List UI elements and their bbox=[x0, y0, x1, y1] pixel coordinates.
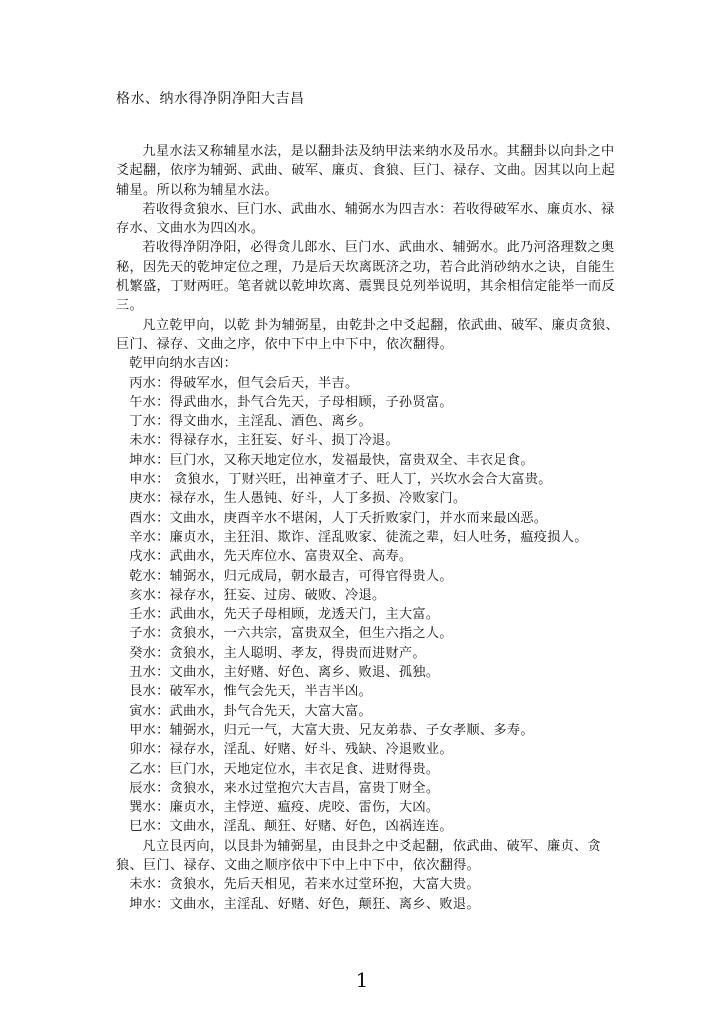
paragraph-qian-jia: 凡立乾甲向，以乾 卦为辅弼星，由乾卦之中爻起翻，依武曲、破军、廉贞贪狼、巨门、禄存、文曲之序，依中下中上中下中，依次翻得。 bbox=[116, 317, 619, 352]
water-entry: 艮水：破军水，惟气会先天，半吉半凶。 bbox=[129, 684, 372, 700]
water-entry: 戌水：武曲水，先天库位水、富贵双全、高寿。 bbox=[129, 549, 413, 565]
water-entry: 癸水：贪狼水，主人聪明、孝友，得贵而进财产。 bbox=[129, 645, 426, 661]
water-entry: 坤水：巨门水，又称天地定位水，发福最快，富贵双全、丰衣足食。 bbox=[129, 452, 534, 468]
document-body bbox=[116, 142, 624, 914]
water-entry: 申水： 贪狼水，丁财兴旺，出神童才子、旺人丁，兴坎水会合大富贵。 bbox=[129, 472, 552, 488]
water-entry: 寅水：武曲水，卦气合先天，大富大富。 bbox=[129, 703, 372, 719]
water-entry: 壬水：武曲水，先天子母相顾，龙透天门，主大富。 bbox=[129, 607, 440, 623]
paragraph-intro: 九星水法又称辅星水法，是以翻卦法及纳甲法来纳水及吊水。其翻卦以向卦之中爻起翻，依序为辅弼、武曲、破军、廉贞、食狼、巨门、禄存、文曲。因其以向上起辅星。所以称为辅星水法。 bbox=[116, 144, 616, 198]
page-number: 1 bbox=[355, 968, 369, 992]
paragraph-four-waters: 若收得贪狼水、巨门水、武曲水、辅弼水为四吉水：若收得破军水、廉贞水、禄存水、文曲水为四凶水。 bbox=[116, 201, 615, 237]
document-title: 格水、纳水得净阴净阳大吉昌 bbox=[116, 91, 305, 107]
section-qian-jia-list bbox=[116, 374, 624, 837]
water-entry: 酉水：文曲水，庚酉辛水不堪闲，人丁夭折败家门，并水而来最凶恶。 bbox=[129, 510, 548, 526]
water-entry: 巽水：廉贞水，主悖逆、瘟疫、虎咬、雷伤，大凶。 bbox=[129, 800, 440, 816]
water-entry: 丑水：文曲水，主好赌、好色、离乡、败退、孤独。 bbox=[129, 665, 440, 681]
water-entry: 乾水：辅弼水，归元成局，朝水最吉，可得官得贵人。 bbox=[129, 568, 453, 584]
water-entry: 庚水：禄存水，生人愚钝、好斗，人丁多损、冷败家门。 bbox=[129, 491, 467, 507]
water-entry: 卯水：禄存水，淫乱、好赌、好斗、残缺、冷退败业。 bbox=[129, 742, 453, 758]
water-entry: 亥水：禄存水，狂妄、过房、破败、冷退。 bbox=[129, 587, 386, 603]
water-entry: 丙水：得破军水，但气会后天，半吉。 bbox=[129, 375, 359, 391]
section-heading: 乾甲向纳水吉凶： bbox=[129, 356, 238, 372]
water-entry: 坤水：文曲水，主淫乱、好赌、好色，颠狂、离乡、败退。 bbox=[129, 896, 480, 912]
water-entry: 午水：得武曲水，卦气合先天，子母相顾，子孙贤富。 bbox=[129, 394, 453, 410]
paragraph-gen-bing: 凡立艮丙向，以艮卦为辅弼星，由艮卦之中爻起翻，依武曲、破军、廉贞、贪狼、巨门、禄存、文曲之顺序依中下中上中下中，依次翻得。 bbox=[116, 838, 601, 873]
water-entry: 辰水：贪狼水，来水过堂抱穴大吉昌，富贵丁财全。 bbox=[129, 780, 440, 796]
water-entry: 甲水：辅弼水，归元一气，大富大贵、兄友弟恭、子女孝顺、多寿。 bbox=[129, 722, 534, 738]
water-entry: 巳水：文曲水，淫乱、颠狂、好赌、好色，凶祸连连。 bbox=[129, 819, 453, 835]
water-entry: 丁水：得文曲水，主淫乱、酒色、离乡。 bbox=[129, 414, 372, 430]
water-entry: 子水：贪狼水，一六共宗，富贵双全，但生六指之人。 bbox=[129, 626, 453, 642]
paragraph-pure-yin-yang: 若收得净阴净阳，必得贪儿郎水、巨门水、武曲水、辅弼水。此乃河洛理数之奥秘，因先天的乾坤定位之理，乃是后天坎离既济之功，若合此消砂纳水之诀，自能生机繁盛，丁财两旺。笔者就以乾坤坎离、震巽艮兑列举说明，其余相信定能举一而反三。 bbox=[116, 240, 616, 314]
water-entry: 辛水：廉贞水，主狂泪、欺诈、淫乱败家、徒流之辈，妇人吐务，瘟疫损人。 bbox=[129, 529, 588, 545]
water-entry: 未水：得禄存水，主狂妄、好斗、损丁冷退。 bbox=[129, 433, 399, 449]
section-gen-bing-list bbox=[116, 875, 624, 914]
water-entry: 乙水：巨门水，天地定位水，丰衣足食、进财得贵。 bbox=[129, 761, 440, 777]
water-entry: 未水：贪狼水，先后天相见，若来水过堂环抱，大富大贵。 bbox=[129, 877, 480, 893]
